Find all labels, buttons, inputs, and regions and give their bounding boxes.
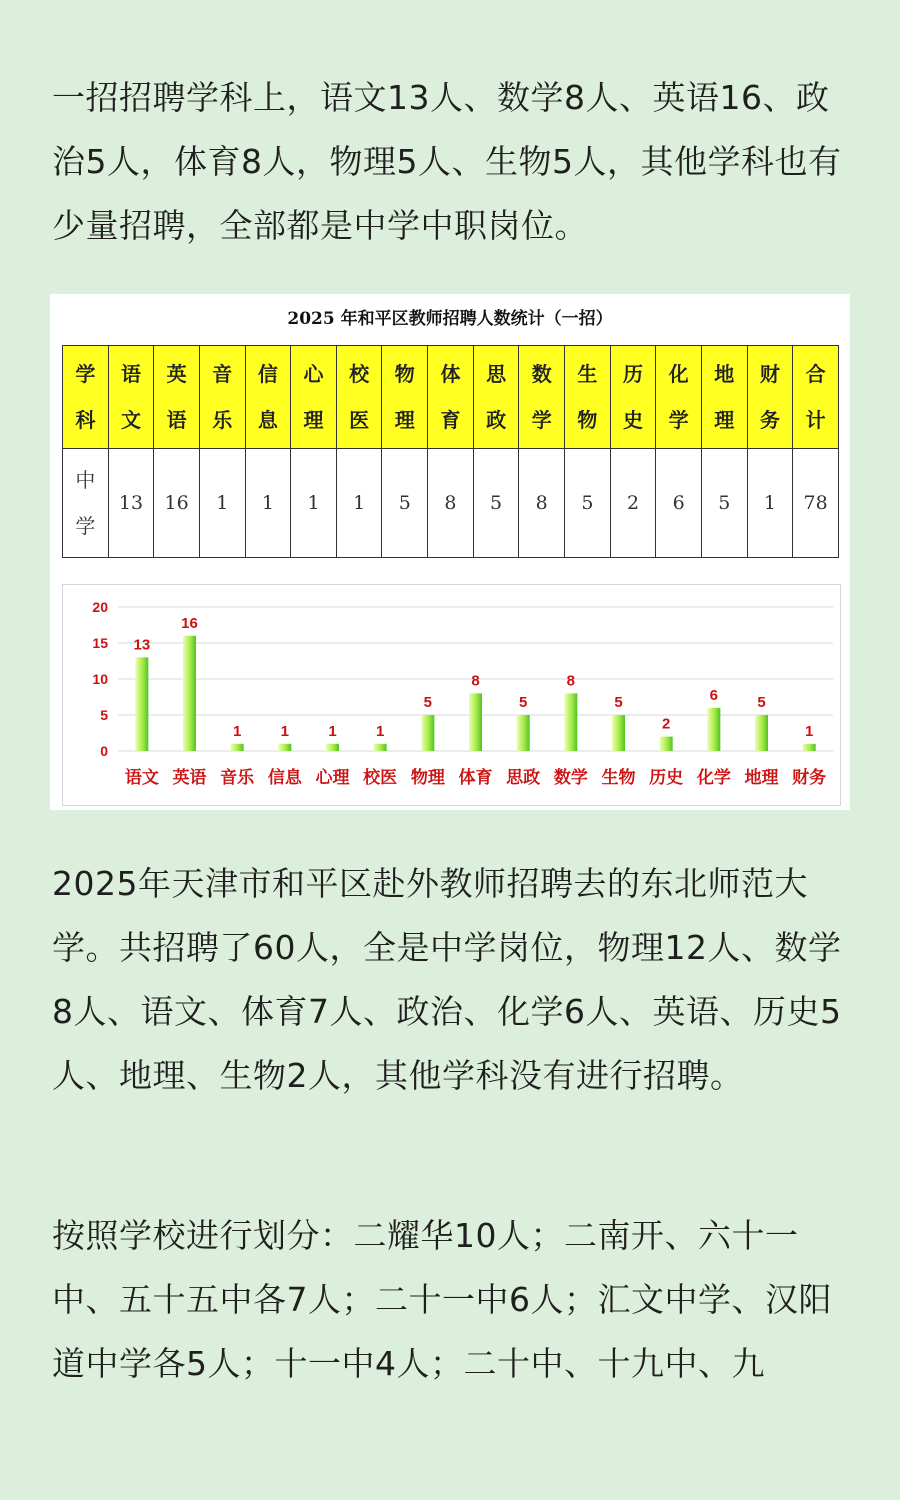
bar-心理	[326, 744, 339, 751]
x-tick-label: 英语	[172, 768, 207, 788]
bar-chart	[62, 584, 841, 806]
header-char: 理	[303, 408, 324, 432]
header-cell	[519, 346, 565, 449]
header-char: 计	[805, 408, 826, 432]
data-label: 5	[518, 694, 528, 711]
y-tick-label: 0	[100, 743, 108, 759]
x-tick-label: 心理	[315, 768, 350, 788]
statistics-figure	[50, 294, 850, 810]
header-char: 语	[166, 408, 187, 432]
bar-信息	[278, 744, 291, 751]
value-cell: 78	[793, 449, 839, 558]
x-tick-label: 生物	[601, 768, 636, 788]
header-char: 学	[75, 362, 96, 386]
recruitment-table	[62, 345, 839, 558]
x-tick-label: 财务	[792, 768, 827, 788]
value-cell: 1	[747, 449, 793, 558]
header-char: 息	[257, 408, 278, 432]
header-char: 学	[531, 408, 552, 432]
data-label: 8	[566, 672, 576, 690]
row-label-char: 学	[75, 514, 96, 538]
intro-paragraph: 一招招聘学科上，语文13人、数学8人、英语16、政治5人，体育8人，物理5人、生物5人，其他学科也有少量招聘，全部都是中学中职岗位。	[52, 78, 842, 245]
data-label: 1	[232, 722, 242, 740]
data-label: 5	[757, 694, 766, 711]
y-tick-label: 5	[100, 707, 108, 723]
third-paragraph: 按照学校进行划分：二耀华10人；二南开、六十一中、五十五中各7人；二十一中6人；汇文中学、汉阳道中学各5人；十一中4人；二十中、十九中、九	[52, 1216, 832, 1383]
value-cell: 8	[519, 449, 565, 558]
header-cell	[63, 346, 109, 449]
header-cell	[747, 346, 793, 449]
x-tick-label: 音乐	[220, 768, 255, 788]
bar-物理	[421, 715, 434, 751]
data-label: 5	[614, 694, 623, 711]
value-cell: 5	[473, 449, 519, 558]
value-cell: 5	[701, 449, 747, 558]
header-cell	[793, 346, 839, 449]
header-char: 地	[714, 362, 735, 386]
bar-化学	[707, 708, 720, 751]
bar-生物	[612, 715, 625, 751]
header-char: 心	[303, 362, 324, 386]
y-tick-label: 10	[92, 671, 108, 687]
y-tick-label: 15	[92, 635, 108, 651]
header-char: 务	[759, 408, 780, 432]
header-char: 英	[166, 362, 187, 386]
bar-数学	[564, 693, 577, 751]
header-char: 体	[440, 362, 461, 386]
header-cell	[291, 346, 337, 449]
x-tick-label: 信息	[267, 768, 302, 788]
header-char: 文	[120, 408, 141, 432]
header-char: 科	[75, 408, 96, 432]
bar-历史	[660, 737, 673, 751]
x-tick-label: 历史	[649, 768, 684, 788]
header-char: 校	[349, 362, 370, 386]
header-cell	[428, 346, 474, 449]
header-char: 史	[623, 408, 643, 432]
y-tick-label: 20	[92, 599, 108, 615]
x-tick-label: 思政	[506, 768, 541, 788]
value-cell: 13	[108, 449, 154, 558]
header-char: 语	[120, 362, 141, 386]
bar-音乐	[231, 744, 244, 751]
header-char: 学	[668, 408, 689, 432]
header-cell	[656, 346, 702, 449]
header-char: 合	[805, 362, 826, 386]
header-char: 育	[440, 408, 461, 432]
header-char: 乐	[212, 408, 233, 432]
value-cell: 1	[199, 449, 245, 558]
bar-校医	[374, 744, 387, 751]
header-char: 数	[531, 362, 552, 386]
data-label: 1	[328, 722, 337, 740]
x-tick-label: 地理	[744, 768, 779, 788]
header-cell	[154, 346, 200, 449]
header-cell	[473, 346, 519, 449]
bar-语文	[135, 657, 148, 751]
header-char: 生	[577, 362, 598, 386]
bar-英语	[183, 636, 196, 751]
table-title: 2025 年和平区教师招聘人数统计（一招）	[287, 309, 613, 329]
value-cell: 8	[428, 449, 474, 558]
value-cell: 5	[382, 449, 428, 558]
bar-思政	[517, 715, 530, 751]
row-label-char: 中	[75, 468, 96, 492]
header-char: 理	[714, 408, 735, 432]
data-label: 5	[423, 694, 433, 711]
header-char: 物	[394, 362, 415, 386]
x-tick-label: 体育	[458, 768, 493, 788]
bar-chart-svg	[63, 585, 840, 805]
value-cell: 1	[291, 449, 337, 558]
header-char: 财	[759, 362, 780, 386]
header-cell	[245, 346, 291, 449]
header-cell	[610, 346, 656, 449]
header-cell	[199, 346, 245, 449]
header-char: 物	[577, 408, 598, 432]
value-cell: 6	[656, 449, 702, 558]
header-char: 医	[349, 408, 370, 432]
header-char: 政	[486, 408, 507, 432]
bar-体育	[469, 693, 482, 751]
data-label: 1	[375, 722, 385, 740]
header-cell	[108, 346, 154, 449]
header-char: 理	[394, 408, 415, 432]
header-cell	[565, 346, 611, 449]
data-label: 1	[804, 722, 814, 740]
table-header-row	[63, 346, 839, 449]
data-label: 6	[709, 686, 719, 704]
x-tick-label: 校医	[363, 768, 398, 788]
second-paragraph: 2025年天津市和平区赴外教师招聘去的东北师范大学。共招聘了60人，全是中学岗位，物理12人、数学8人、语文、体育7人、政治、化学6人、英语、历史5人、地理、生物2人，其他学科没有进行招聘。	[52, 864, 842, 1095]
x-tick-label: 语文	[124, 768, 159, 788]
header-cell	[382, 346, 428, 449]
bar-地理	[755, 715, 768, 751]
x-tick-label: 化学	[696, 768, 731, 788]
row-label-cell	[63, 449, 109, 558]
value-cell: 1	[245, 449, 291, 558]
header-char: 思	[486, 362, 507, 386]
value-cell: 2	[610, 449, 656, 558]
data-label: 16	[181, 614, 198, 632]
data-label: 2	[661, 715, 671, 733]
header-char: 信	[257, 362, 278, 386]
header-char: 化	[668, 362, 689, 386]
header-cell	[336, 346, 382, 449]
data-label: 8	[471, 672, 480, 690]
header-char: 音	[212, 362, 233, 386]
value-cell: 5	[565, 449, 611, 558]
table-data-row	[63, 449, 839, 558]
header-cell	[701, 346, 747, 449]
data-label: 1	[280, 722, 290, 740]
header-char: 历	[623, 362, 643, 386]
value-cell: 16	[154, 449, 200, 558]
bar-财务	[803, 744, 816, 751]
x-tick-label: 数学	[553, 768, 588, 788]
value-cell: 1	[336, 449, 382, 558]
x-tick-label: 物理	[410, 768, 445, 788]
data-label: 13	[133, 636, 151, 654]
